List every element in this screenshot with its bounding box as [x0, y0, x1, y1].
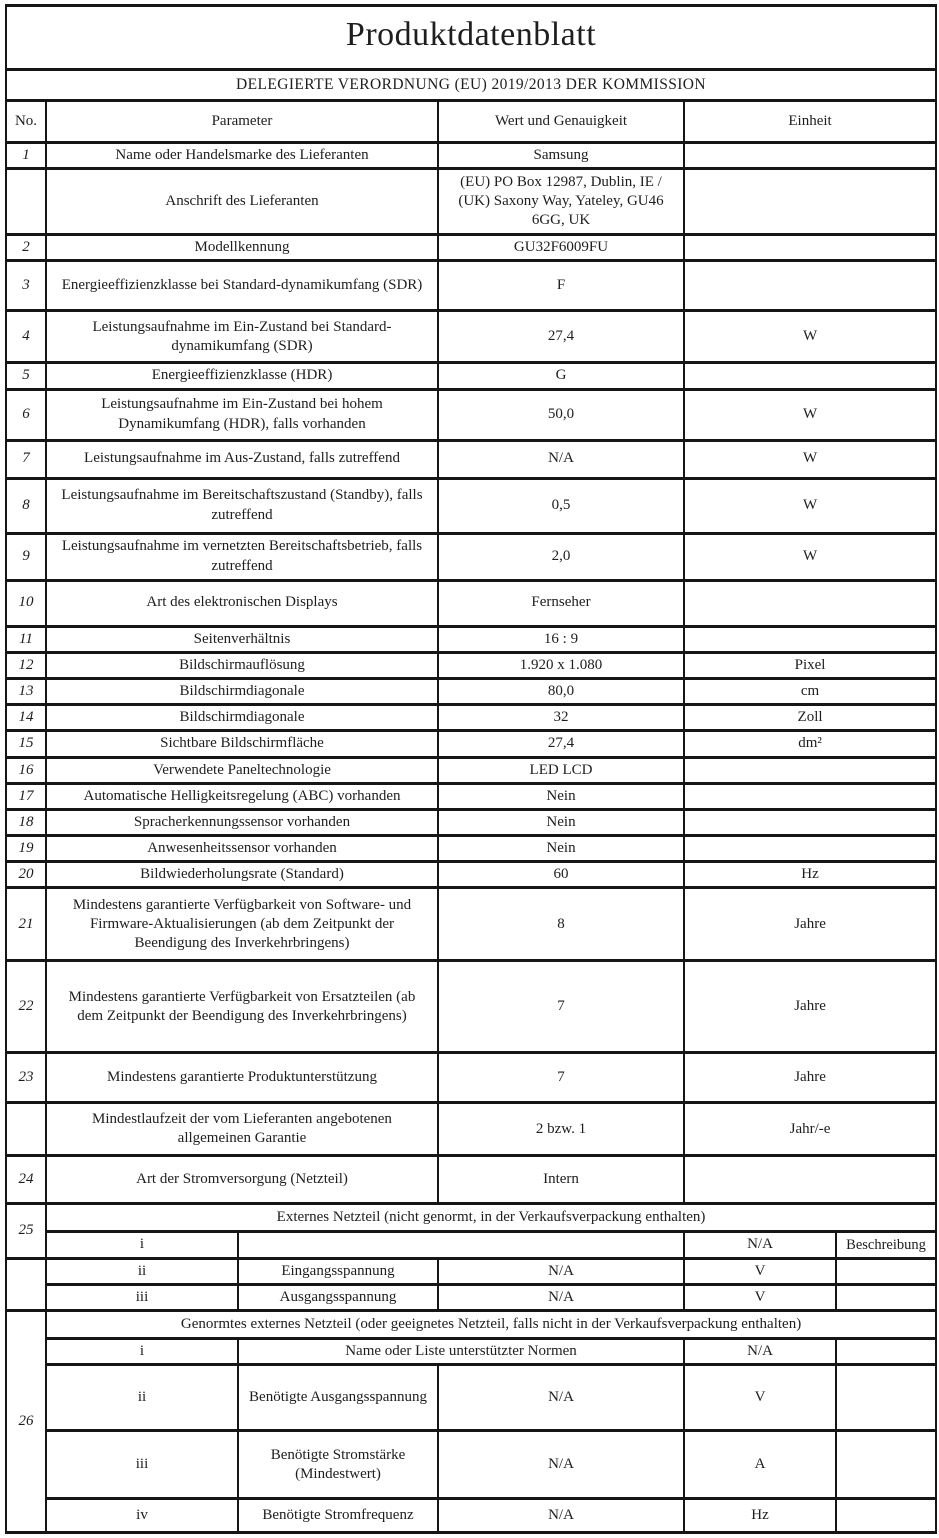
- row-unit: W: [684, 311, 936, 363]
- section-25-row: [6, 1232, 936, 1258]
- table-row: [6, 389, 936, 440]
- sub-row-value: N/A: [684, 1339, 836, 1365]
- row-no: 23: [6, 1053, 46, 1103]
- row-value: 27,4: [438, 311, 684, 363]
- row-no: 19: [6, 836, 46, 862]
- sub-row-description: [836, 1431, 936, 1499]
- sub-row-index: iii: [46, 1431, 238, 1499]
- row-unit: dm²: [684, 731, 936, 757]
- table-row: [6, 143, 936, 169]
- sub-row-unit: A: [684, 1431, 836, 1499]
- sub-row-value: N/A: [438, 1284, 684, 1310]
- row-unit: [684, 626, 936, 652]
- row-parameter: Bildschirmdiagonale: [46, 678, 438, 704]
- table-row: [6, 836, 936, 862]
- sub-row-value: N/A: [438, 1258, 684, 1284]
- regulation-row: [6, 70, 936, 101]
- row-parameter: Mindestens garantierte Produktunterstützung: [46, 1053, 438, 1103]
- column-header-parameter: Parameter: [46, 101, 438, 143]
- row-parameter: Leistungsaufnahme im Aus-Zustand, falls zutreffend: [46, 440, 438, 478]
- table-row: [6, 809, 936, 835]
- column-header-no: No.: [6, 101, 46, 143]
- row-value: 1.920 x 1.080: [438, 652, 684, 678]
- row-value: GU32F6009FU: [438, 235, 684, 261]
- row-no: 17: [6, 783, 46, 809]
- table-row: [6, 1103, 936, 1156]
- table-row: [6, 783, 936, 809]
- table-row: [6, 235, 936, 261]
- table-row: [6, 261, 936, 311]
- row-unit: W: [684, 533, 936, 580]
- row-parameter: Verwendete Paneltechnologie: [46, 757, 438, 783]
- section-25-row: [6, 1258, 936, 1284]
- table-row: [6, 533, 936, 580]
- column-header-row: [6, 101, 936, 143]
- row-parameter: Bildwiederholungsrate (Standard): [46, 862, 438, 888]
- sub-row-index: iv: [46, 1499, 238, 1533]
- row-unit: [684, 143, 936, 169]
- row-parameter: Spracherkennungssensor vorhanden: [46, 809, 438, 835]
- table-row: [6, 478, 936, 533]
- sub-row-index: i: [46, 1339, 238, 1365]
- title-row: [6, 6, 936, 70]
- sub-row-unit: N/A: [684, 1232, 836, 1258]
- row-parameter: Art der Stromversorgung (Netzteil): [46, 1156, 438, 1204]
- row-no: 24: [6, 1156, 46, 1204]
- row-value: 60: [438, 862, 684, 888]
- table-row: [6, 169, 936, 235]
- row-value: 2 bzw. 1: [438, 1103, 684, 1156]
- sub-row-value: N/A: [438, 1365, 684, 1431]
- row-no: 22: [6, 961, 46, 1053]
- table-row: [6, 961, 936, 1053]
- row-no: 15: [6, 731, 46, 757]
- row-no: 8: [6, 478, 46, 533]
- table-row: [6, 1156, 936, 1204]
- sub-row-value: N/A: [438, 1499, 684, 1533]
- row-value: Fernseher: [438, 580, 684, 626]
- section-26-row: [6, 1339, 936, 1365]
- row-no: 20: [6, 862, 46, 888]
- row-value: 8: [438, 888, 684, 961]
- row-unit: Jahre: [684, 961, 936, 1053]
- row-no: 10: [6, 580, 46, 626]
- row-value: Nein: [438, 783, 684, 809]
- section-25-header: Externes Netzteil (nicht genormt, in der Verkaufsverpackung enthalten): [46, 1204, 936, 1232]
- row-no: 2: [6, 235, 46, 261]
- row-value: G: [438, 363, 684, 389]
- row-no: 21: [6, 888, 46, 961]
- sub-row-description: Beschreibung: [836, 1232, 936, 1258]
- regulation-subtitle: DELEGIERTE VERORDNUNG (EU) 2019/2013 DER KOMMISSION: [6, 70, 936, 101]
- row-unit: W: [684, 440, 936, 478]
- row-parameter: Anschrift des Lieferanten: [46, 169, 438, 235]
- row-parameter: Anwesenheitssensor vorhanden: [46, 836, 438, 862]
- row-parameter: Bildschirmauflösung: [46, 652, 438, 678]
- row-parameter: Name oder Handelsmarke des Lieferanten: [46, 143, 438, 169]
- row-no: 13: [6, 678, 46, 704]
- column-header-value: Wert und Genauigkeit: [438, 101, 684, 143]
- row-no: 3: [6, 261, 46, 311]
- row-unit: [684, 235, 936, 261]
- row-value: 50,0: [438, 389, 684, 440]
- row-parameter: Modellkennung: [46, 235, 438, 261]
- product-datasheet: [5, 4, 935, 1534]
- sub-row-index: ii: [46, 1258, 238, 1284]
- row-value: 7: [438, 1053, 684, 1103]
- table-row: [6, 580, 936, 626]
- row-no: 14: [6, 705, 46, 731]
- section-25-no: 25: [6, 1204, 46, 1258]
- row-value: Intern: [438, 1156, 684, 1204]
- row-unit: Hz: [684, 862, 936, 888]
- row-no: 1: [6, 143, 46, 169]
- page-title: Produktdatenblatt: [6, 6, 936, 70]
- section-26-no: 26: [6, 1311, 46, 1533]
- sub-row-description: [836, 1499, 936, 1533]
- row-parameter: Leistungsaufnahme im Bereitschaftszustand (Standby), falls zutreffend: [46, 478, 438, 533]
- column-header-unit: Einheit: [684, 101, 936, 143]
- row-unit: Jahre: [684, 888, 936, 961]
- row-unit: [684, 757, 936, 783]
- sub-row-description: [836, 1365, 936, 1431]
- sub-row-parameter: Benötigte Stromfrequenz: [238, 1499, 438, 1533]
- row-unit: Jahre: [684, 1053, 936, 1103]
- row-value: 0,5: [438, 478, 684, 533]
- sub-row-parameter: Eingangsspannung: [238, 1258, 438, 1284]
- table-row: [6, 1053, 936, 1103]
- table-row: [6, 757, 936, 783]
- row-no: 5: [6, 363, 46, 389]
- row-parameter: Leistungsaufnahme im Ein-Zustand bei Standard-dynamikumfang (SDR): [46, 311, 438, 363]
- table-row: [6, 626, 936, 652]
- row-parameter: Leistungsaufnahme im vernetzten Bereitschaftsbetrieb, falls zutreffend: [46, 533, 438, 580]
- row-parameter: Bildschirmdiagonale: [46, 705, 438, 731]
- row-value: F: [438, 261, 684, 311]
- row-no: [6, 169, 46, 235]
- row-value: 80,0: [438, 678, 684, 704]
- row-parameter: Leistungsaufnahme im Ein-Zustand bei hohem Dynamikumfang (HDR), falls vorhanden: [46, 389, 438, 440]
- sub-row-parameter: Ausgangsspannung: [238, 1284, 438, 1310]
- sub-row-description: [836, 1258, 936, 1284]
- row-parameter: Automatische Helligkeitsregelung (ABC) vorhanden: [46, 783, 438, 809]
- sub-row-unit: V: [684, 1365, 836, 1431]
- row-no: 6: [6, 389, 46, 440]
- sub-row-unit: Hz: [684, 1499, 836, 1533]
- row-parameter: Mindestens garantierte Verfügbarkeit von Software- und Firmware-Aktualisierungen (ab dem Zeitpunkt der Beendigung des Inverkehrbringens): [46, 888, 438, 961]
- row-value: 27,4: [438, 731, 684, 757]
- row-unit: W: [684, 389, 936, 440]
- sub-row-description: [836, 1339, 936, 1365]
- row-value: 32: [438, 705, 684, 731]
- row-unit: Zoll: [684, 705, 936, 731]
- table-row: [6, 731, 936, 757]
- table-row: [6, 678, 936, 704]
- table-row: [6, 888, 936, 961]
- sub-row-unit: V: [684, 1284, 836, 1310]
- row-unit: [684, 363, 936, 389]
- section-26-row: [6, 1365, 936, 1431]
- row-unit: [684, 836, 936, 862]
- sub-row-value: N/A: [438, 1431, 684, 1499]
- section-26-header-row: [6, 1311, 936, 1339]
- row-parameter: Energieeffizienzklasse bei Standard-dynamikumfang (SDR): [46, 261, 438, 311]
- row-value: Nein: [438, 836, 684, 862]
- row-unit: [684, 809, 936, 835]
- row-unit: [684, 169, 936, 235]
- row-unit: Jahr/-e: [684, 1103, 936, 1156]
- row-value: 2,0: [438, 533, 684, 580]
- sub-row-index: i: [46, 1232, 238, 1258]
- row-value: 16 : 9: [438, 626, 684, 652]
- table-row: [6, 311, 936, 363]
- section-26-row: [6, 1499, 936, 1533]
- row-parameter: Mindestlaufzeit der vom Lieferanten angebotenen allgemeinen Garantie: [46, 1103, 438, 1156]
- row-no: [6, 1103, 46, 1156]
- row-unit: [684, 261, 936, 311]
- row-unit: [684, 580, 936, 626]
- sub-row-index: iii: [46, 1284, 238, 1310]
- table-row: [6, 652, 936, 678]
- row-no: 9: [6, 533, 46, 580]
- row-parameter: Sichtbare Bildschirmfläche: [46, 731, 438, 757]
- sub-row-parameter: [238, 1232, 684, 1258]
- section-26-row: [6, 1431, 936, 1499]
- row-no: 18: [6, 809, 46, 835]
- sub-row-unit: V: [684, 1258, 836, 1284]
- row-unit: Pixel: [684, 652, 936, 678]
- row-value: N/A: [438, 440, 684, 478]
- row-unit: [684, 1156, 936, 1204]
- row-value: (EU) PO Box 12987, Dublin, IE / (UK) Saxony Way, Yateley, GU46 6GG, UK: [438, 169, 684, 235]
- row-no: 16: [6, 757, 46, 783]
- sub-row-index: ii: [46, 1365, 238, 1431]
- row-parameter: Energieeffizienzklasse (HDR): [46, 363, 438, 389]
- row-parameter: Art des elektronischen Displays: [46, 580, 438, 626]
- table-row: [6, 440, 936, 478]
- row-value: Samsung: [438, 143, 684, 169]
- row-value: LED LCD: [438, 757, 684, 783]
- sub-row-parameter: Benötigte Stromstärke (Mindestwert): [238, 1431, 438, 1499]
- table-row: [6, 705, 936, 731]
- row-value: Nein: [438, 809, 684, 835]
- row-parameter: Seitenverhältnis: [46, 626, 438, 652]
- sub-row-parameter: Benötigte Ausgangsspannung: [238, 1365, 438, 1431]
- row-parameter: Mindestens garantierte Verfügbarkeit von Ersatzteilen (ab dem Zeitpunkt der Beendigung des Inverkehrbringens): [46, 961, 438, 1053]
- row-no: 12: [6, 652, 46, 678]
- section-25-row: [6, 1284, 936, 1310]
- table-row: [6, 363, 936, 389]
- row-value: 7: [438, 961, 684, 1053]
- table-row: [6, 862, 936, 888]
- row-unit: W: [684, 478, 936, 533]
- row-no: 7: [6, 440, 46, 478]
- datasheet-table: [5, 4, 937, 1534]
- row-unit: cm: [684, 678, 936, 704]
- section-26-header: Genormtes externes Netzteil (oder geeignetes Netzteil, falls nicht in der Verkaufsverpackung enthalten): [46, 1311, 936, 1339]
- row-no: 11: [6, 626, 46, 652]
- row-unit: [684, 783, 936, 809]
- row-no: 4: [6, 311, 46, 363]
- section-25-no-blank: [6, 1258, 46, 1310]
- sub-row-parameter: Name oder Liste unterstützter Normen: [238, 1339, 684, 1365]
- section-25-header-row: [6, 1204, 936, 1232]
- sub-row-description: [836, 1284, 936, 1310]
